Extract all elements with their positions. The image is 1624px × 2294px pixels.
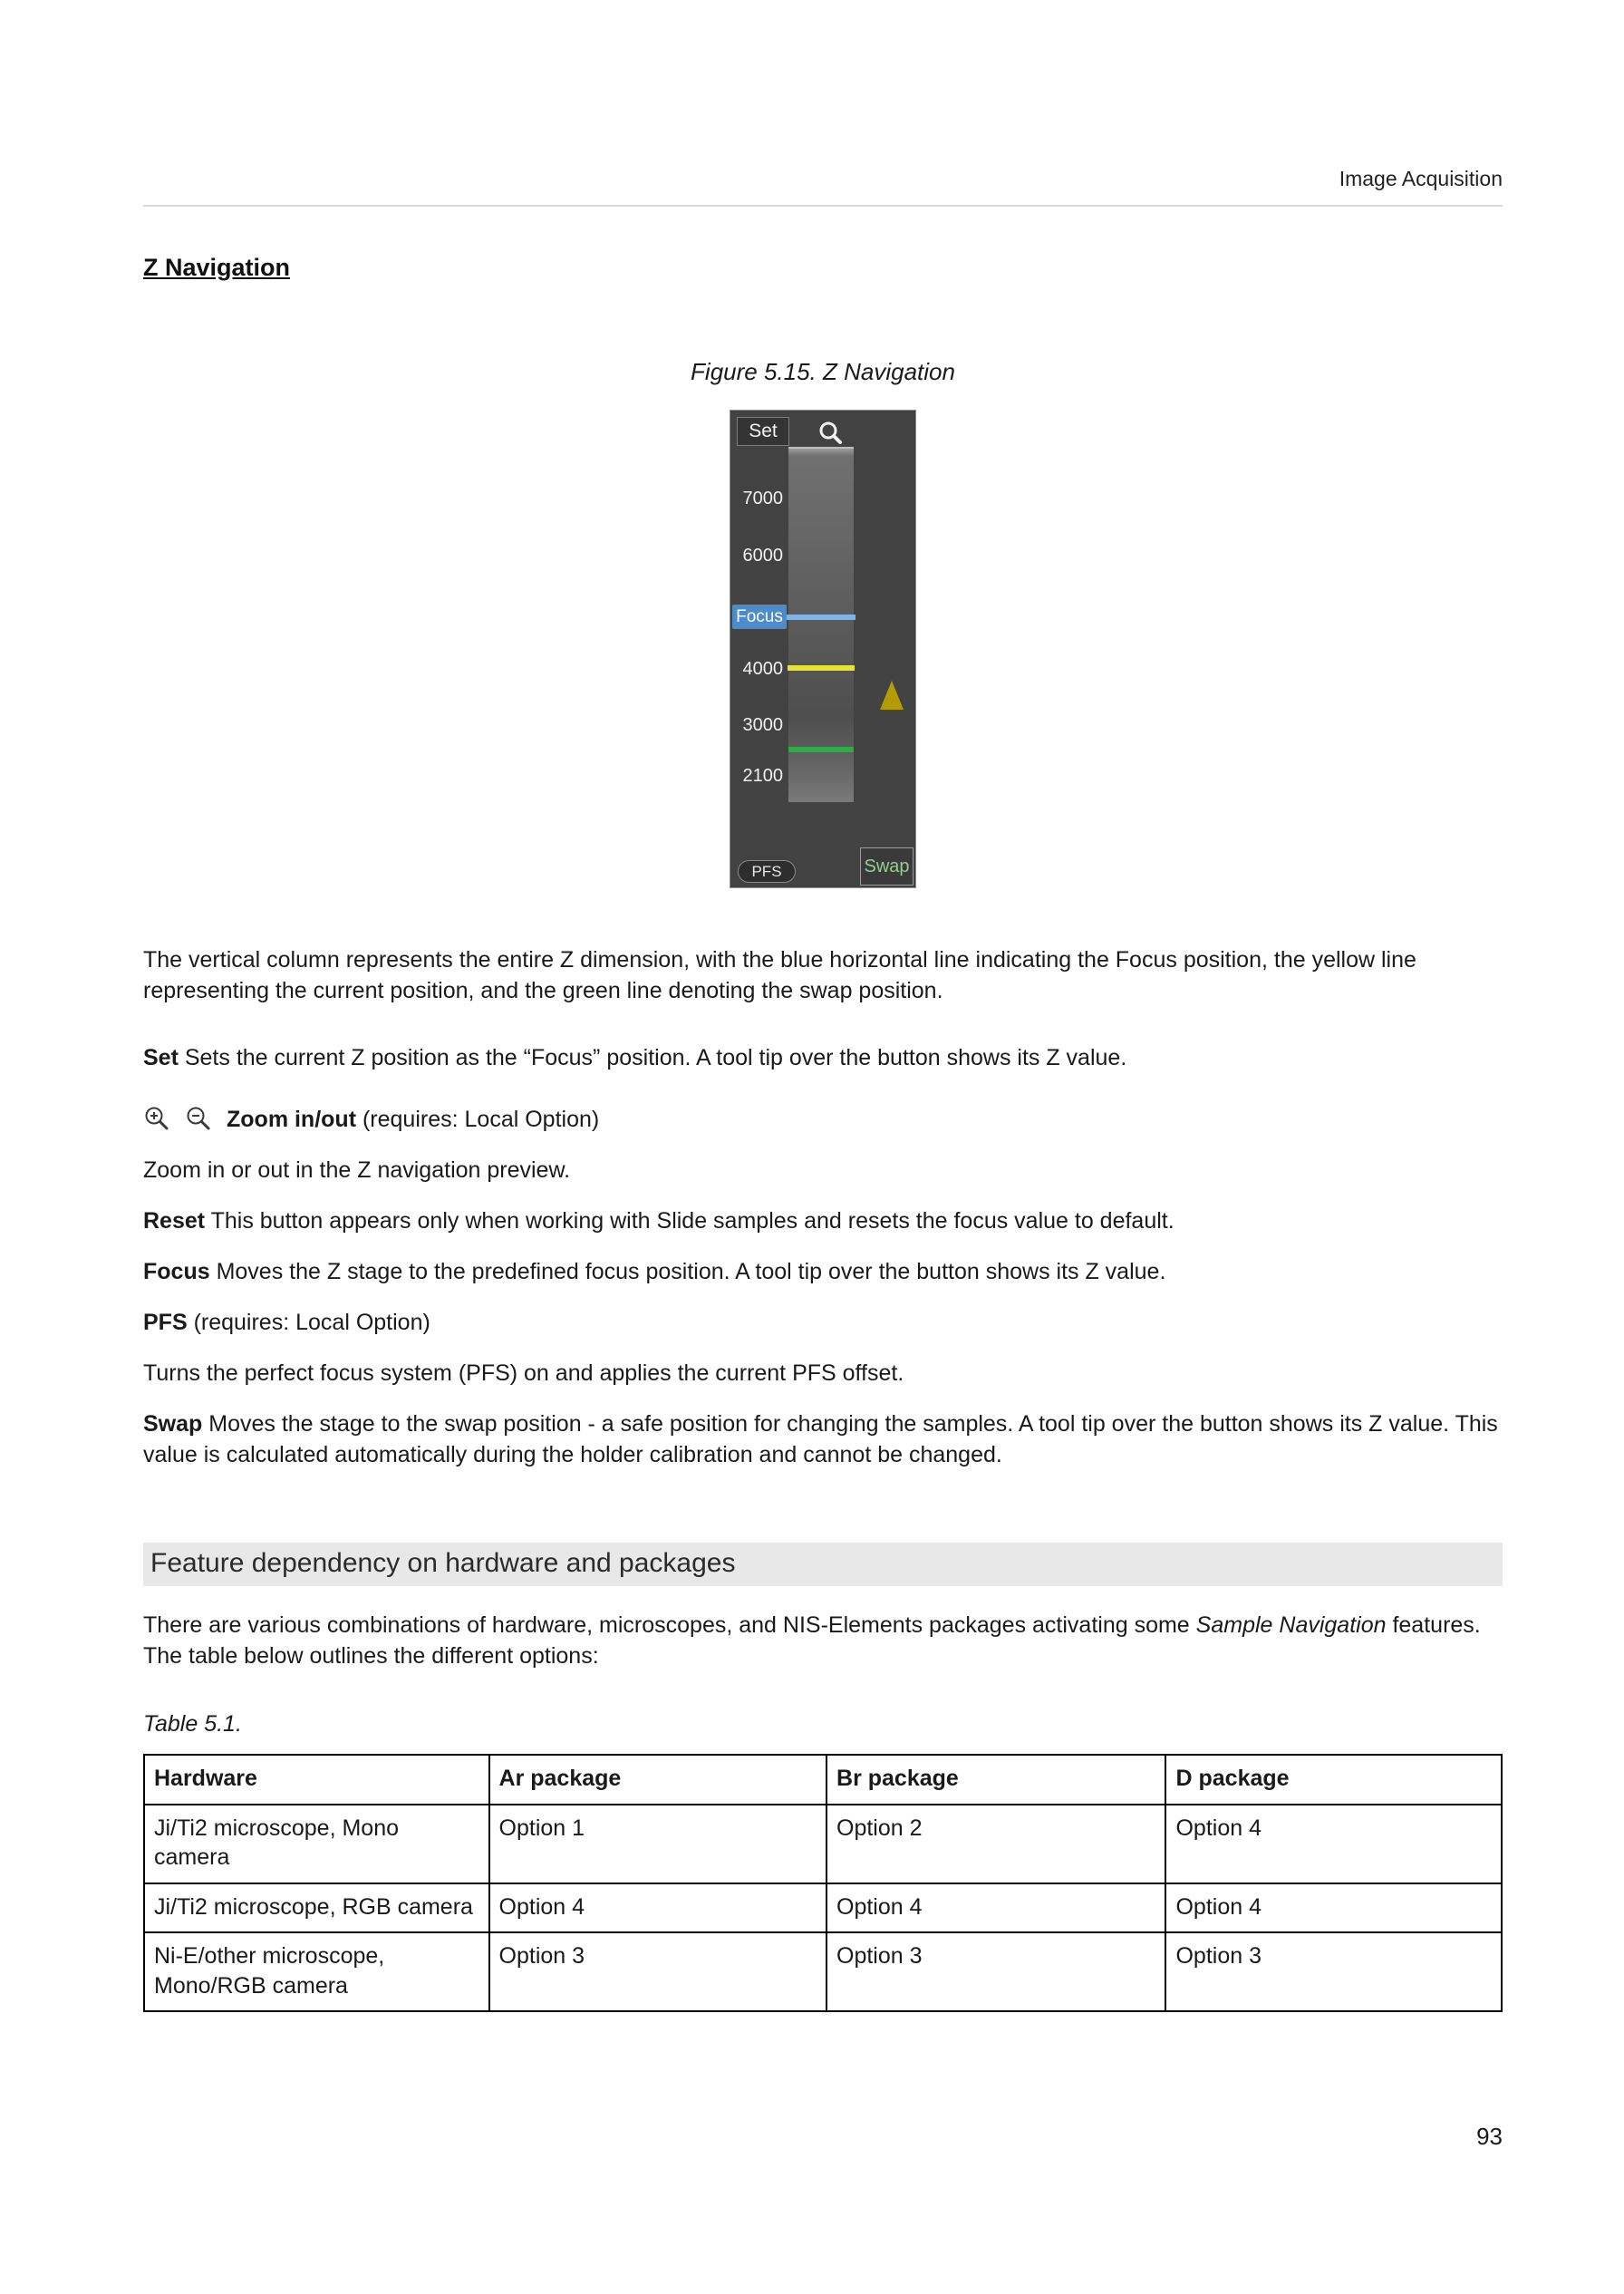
table-cell: Option 3 <box>826 1932 1165 2011</box>
zoom-out-icon <box>185 1105 212 1132</box>
desc-pfs-requires: (requires: Local Option) <box>187 1310 430 1335</box>
fd-intro-after: features. The table below outlines the different options: <box>143 1612 1481 1669</box>
figure-image-wrap <box>143 410 1503 888</box>
set-button: Set <box>737 417 789 446</box>
swap-position-line <box>788 747 854 752</box>
table-header-d-package: D package <box>1165 1755 1502 1805</box>
table-cell: Option 4 <box>1165 1805 1502 1883</box>
term-set: Set <box>143 1045 179 1070</box>
term-focus: Focus <box>143 1259 210 1284</box>
tick-label-2100: 2100 <box>742 766 783 786</box>
tick-label-3000: 3000 <box>742 715 783 735</box>
section-title-feature-dependency: Feature dependency on hardware and packages <box>143 1543 1503 1586</box>
table-header-row <box>144 1755 1502 1805</box>
paragraph-zoom-desc: Zoom in or out in the Z navigation preview. <box>143 1157 571 1183</box>
desc-zoom-requires: (requires: Local Option) <box>356 1107 600 1132</box>
focus-position-line <box>787 615 856 620</box>
table-caption: Table 5.1. <box>143 1711 242 1737</box>
page-number: 93 <box>1476 2123 1503 2150</box>
figure-caption: Figure 5.15. Z Navigation <box>691 358 955 385</box>
desc-focus: Moves the Z stage to the predefined focus position. A tool tip over the button shows its Z value. <box>209 1259 1166 1284</box>
table-row <box>144 1883 1502 1933</box>
table-cell: Option 3 <box>1165 1932 1502 2011</box>
desc-set: Sets the current Z position as the “Focus” position. A tool tip over the button shows its Z value. <box>178 1045 1127 1070</box>
term-swap: Swap <box>143 1411 203 1437</box>
table-cell: Option 3 <box>489 1932 826 2011</box>
paragraph-pfs <box>143 1307 1503 1338</box>
paragraph-column-description: The vertical column represents the entire Z dimension, with the blue horizontal line indicating the Focus position, the yellow line representing the current position, and the green line denoting the swap position. <box>143 947 1416 1003</box>
table-cell: Ji/Ti2 microscope, Mono camera <box>144 1805 489 1883</box>
table-cell: Option 1 <box>489 1805 826 1883</box>
table-cell: Option 4 <box>1165 1883 1502 1933</box>
table-cell: Ji/Ti2 microscope, RGB camera <box>144 1883 489 1933</box>
paragraph-pfs-desc: Turns the perfect focus system (PFS) on and applies the current PFS offset. <box>143 1360 904 1386</box>
running-header: Image Acquisition <box>1339 167 1503 190</box>
table-row <box>144 1805 1502 1883</box>
term-reset: Reset <box>143 1208 206 1234</box>
header-rule <box>143 205 1503 207</box>
magnifier-icon <box>817 419 844 446</box>
tick-label-4000: 4000 <box>742 659 783 679</box>
term-zoom: Zoom in/out <box>227 1107 357 1132</box>
tick-label-6000: 6000 <box>742 546 783 566</box>
table-header-ar-package: Ar package <box>489 1755 826 1805</box>
paragraph-zoom-inout <box>143 1104 1503 1135</box>
paragraph-swap <box>143 1408 1503 1470</box>
table-cell: Option 2 <box>826 1805 1165 1883</box>
focus-button: Focus <box>732 605 787 629</box>
desc-reset: This button appears only when working with Slide samples and resets the focus value to default. <box>205 1208 1174 1234</box>
current-position-line <box>788 665 855 671</box>
paragraph-feature-dependency-intro <box>143 1610 1503 1671</box>
position-pointer-icon <box>880 681 904 710</box>
swap-button: Swap <box>860 847 914 886</box>
paragraph-set <box>143 1042 1503 1073</box>
table-cell: Option 4 <box>489 1883 826 1933</box>
desc-swap: Moves the stage to the swap position - a safe position for changing the samples. A tool tip over the button shows its Z value. This value is calculated automatically during the holder calibration and cannot be changed. <box>143 1411 1498 1467</box>
tick-label-7000: 7000 <box>742 489 783 508</box>
table-cell: Ni-E/other microscope, Mono/RGB camera <box>144 1932 489 2011</box>
feature-dependency-table <box>143 1754 1503 2012</box>
paragraph-reset <box>143 1205 1503 1236</box>
table-header-hardware: Hardware <box>144 1755 489 1805</box>
term-pfs: PFS <box>143 1310 188 1335</box>
table-cell: Option 4 <box>826 1883 1165 1933</box>
paragraph-focus <box>143 1256 1503 1287</box>
fd-intro-before: There are various combinations of hardware, microscopes, and NIS-Elements packages activating some <box>143 1612 1196 1638</box>
pfs-button: PFS <box>738 860 796 883</box>
fd-intro-italic: Sample Navigation <box>1195 1612 1387 1638</box>
table-header-br-package: Br package <box>826 1755 1165 1805</box>
zoom-in-icon <box>143 1105 170 1132</box>
section-title-z-navigation: Z Navigation <box>143 254 291 281</box>
z-navigation-widget <box>730 410 916 888</box>
table-row <box>144 1932 1502 2011</box>
